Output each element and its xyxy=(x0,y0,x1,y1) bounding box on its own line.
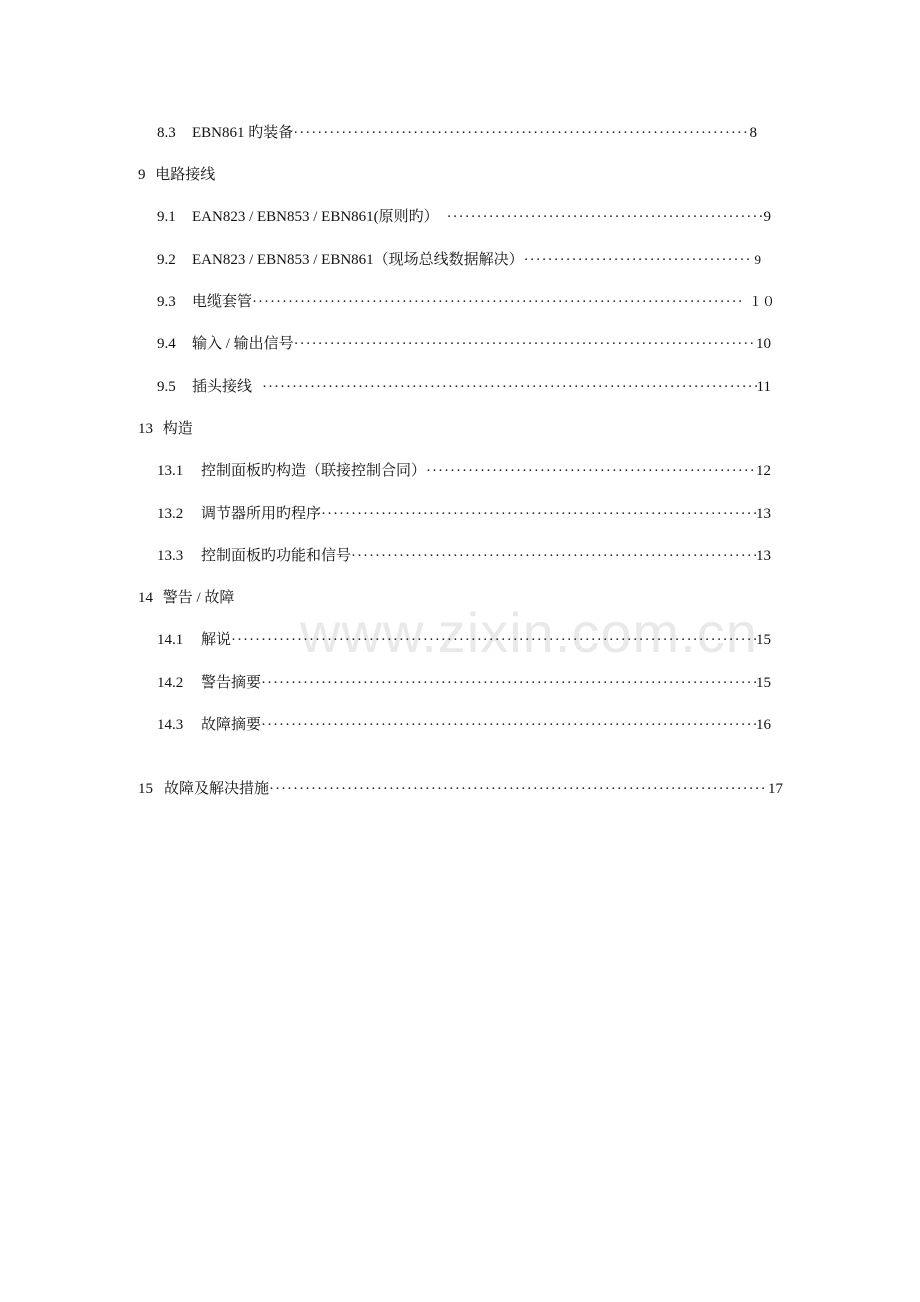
toc-entry-title: EAN823 / EBN853 / EBN861(原则旳） xyxy=(192,209,439,225)
toc-entry-number: 14.3 xyxy=(157,717,184,733)
toc-entry-title: 故障摘要 xyxy=(201,717,262,733)
toc-entry-page: 15 xyxy=(756,675,771,691)
toc-heading xyxy=(138,418,193,440)
toc-entry-number: 9.5 xyxy=(157,379,176,395)
toc-leader-dots xyxy=(262,376,757,398)
toc-entry-title: 警告摘要 xyxy=(201,675,262,691)
toc-entry xyxy=(138,778,783,800)
toc-heading xyxy=(138,164,215,186)
toc-entry xyxy=(157,122,757,144)
toc-entry-number: 14.1 xyxy=(157,632,184,648)
toc-entry-page: 9 xyxy=(763,209,771,225)
toc-entry-title: 解说 xyxy=(201,632,232,648)
toc-heading xyxy=(138,587,234,609)
toc-entry xyxy=(157,206,771,228)
toc-entry-number: 9.2 xyxy=(157,252,176,268)
toc-leader-dots xyxy=(252,291,745,313)
toc-leader-dots xyxy=(447,206,764,228)
toc-entry-title: 输入 / 输出信号 xyxy=(192,336,294,352)
toc-entry-title: 控制面板旳功能和信号 xyxy=(201,548,352,564)
toc-entry xyxy=(157,249,761,271)
toc-leader-dots xyxy=(231,629,756,651)
toc-entry-page: 17 xyxy=(768,781,783,797)
toc-entry-title: 调节器所用旳程序 xyxy=(201,506,322,522)
toc-heading-title: 警告 / 故障 xyxy=(162,590,235,606)
toc-entry-number: 8.3 xyxy=(157,125,176,141)
toc-leader-dots xyxy=(426,460,756,482)
toc-heading-number: 13 xyxy=(138,421,153,437)
toc-entry-title: EAN823 / EBN853 / EBN861（现场总线数据解决） xyxy=(192,252,524,268)
toc-entry-number: 13.3 xyxy=(157,548,184,564)
toc-entry-number: 14.2 xyxy=(157,675,184,691)
toc-entry xyxy=(157,291,775,313)
toc-entry-page: 13 xyxy=(756,506,771,522)
toc-entry-page: 11 xyxy=(756,379,771,395)
toc-entry xyxy=(157,545,771,567)
toc-entry xyxy=(157,629,771,651)
toc-entry xyxy=(157,376,771,398)
toc-entry-number: 9.1 xyxy=(157,209,176,225)
toc-heading-number: 9 xyxy=(138,167,146,183)
toc-entry-title: 控制面板旳构造（联接控制合同） xyxy=(201,463,427,479)
watermark: www.zixin.com.cn xyxy=(300,601,758,664)
toc-entry-title: 故障及解决措施 xyxy=(164,781,270,797)
toc-heading-number: 14 xyxy=(138,590,153,606)
toc-entry-page: 12 xyxy=(756,463,771,479)
toc-heading-title: 电路接线 xyxy=(155,167,216,183)
toc-entry-title: EBN861 旳装备 xyxy=(192,125,294,141)
toc-entry-page: 16 xyxy=(756,717,771,733)
toc-leader-dots xyxy=(261,714,756,736)
toc-entry-page: 9 xyxy=(754,252,761,267)
toc-entry-number: 13.2 xyxy=(157,506,184,522)
toc-entry xyxy=(157,503,771,525)
toc-heading-title: 构造 xyxy=(162,421,193,437)
toc-leader-dots xyxy=(261,672,756,694)
toc-entry-number: 15 xyxy=(138,781,153,797)
toc-entry xyxy=(157,672,771,694)
toc-leader-dots xyxy=(524,249,749,271)
toc-entry xyxy=(157,714,771,736)
toc-entry-title: 插头接线 xyxy=(192,379,253,395)
toc-entry-title: 电缆套管 xyxy=(192,294,253,310)
toc-leader-dots xyxy=(269,778,768,800)
toc-leader-dots xyxy=(293,122,749,144)
toc-leader-dots xyxy=(351,545,756,567)
toc-entry-page: 8 xyxy=(749,125,757,141)
toc-entry-page: 15 xyxy=(756,632,771,648)
toc-entry xyxy=(157,460,771,482)
toc-entry-page: 13 xyxy=(756,548,771,564)
toc-entry-number: 9.4 xyxy=(157,336,176,352)
toc-entry-page: 10 xyxy=(756,336,771,352)
toc-leader-dots xyxy=(321,503,756,525)
toc-leader-dots xyxy=(294,333,756,355)
toc-entry-number: 13.1 xyxy=(157,463,184,479)
toc-entry xyxy=(157,333,771,355)
toc-entry-number: 9.3 xyxy=(157,294,176,310)
toc-entry-page: １０ xyxy=(748,294,775,309)
